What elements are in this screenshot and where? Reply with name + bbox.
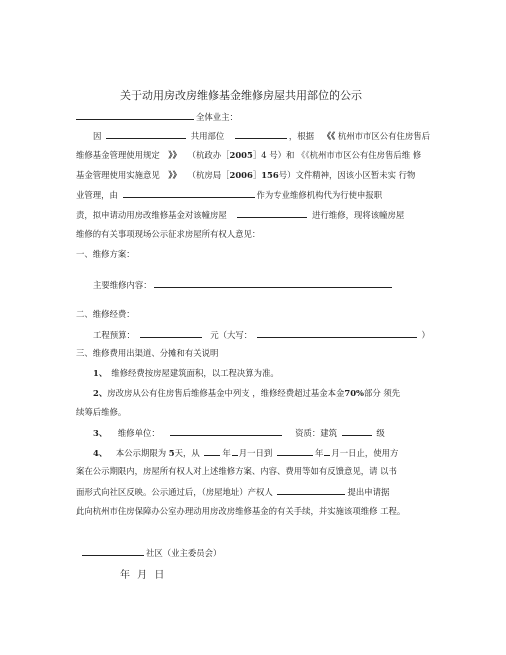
text: ］	[252, 170, 262, 180]
part-blank	[235, 130, 287, 139]
budget-amount-blank	[140, 329, 202, 338]
text: 5	[168, 448, 175, 458]
text: 部分 须先	[364, 388, 401, 398]
text: 杭州市市区公有住房售后	[337, 131, 431, 141]
owners-blank	[76, 111, 194, 120]
text: 共用部位	[190, 131, 225, 141]
text: 天，从	[174, 448, 200, 458]
item-4	[93, 447, 398, 459]
text: 2006	[229, 170, 253, 180]
text: 4、	[93, 448, 108, 458]
paragraph-line-6: 维修的有关事项现场公示征求房屋所有权人意见：	[76, 229, 261, 239]
end-year-blank	[277, 447, 313, 456]
notice-title: 关于动用房改房维修基金维修房屋共用部位的公示	[120, 89, 362, 102]
text: 主要维修内容：	[93, 280, 152, 290]
text: 作为专业维修机构代为行使申报职	[256, 190, 383, 200]
section-2-heading: 二、维修经费：	[76, 309, 135, 319]
text: 维修单位：	[117, 428, 160, 438]
text: 1、	[93, 368, 108, 378]
budget-line	[93, 329, 430, 341]
text: 本公示期限为	[115, 448, 167, 458]
building-blank	[106, 130, 186, 139]
text: 号）文件精神，因该小区暂未实 行物	[278, 170, 416, 180]
paragraph-line-3	[76, 170, 415, 181]
text: 进行维修，现将该幢房屋	[312, 210, 405, 220]
paragraph-line-2	[76, 150, 421, 161]
signature-line	[80, 547, 221, 559]
text: 业管理，由	[76, 190, 118, 200]
paragraph-line-4	[76, 189, 382, 201]
text: （杭政办［	[187, 150, 230, 160]
text: ］4 号）和	[252, 150, 295, 160]
start-year-blank	[204, 447, 220, 456]
text: ）	[421, 330, 430, 340]
text: （杭房局［	[187, 170, 230, 180]
grade-blank	[342, 427, 372, 436]
text: 资质：建筑	[295, 428, 337, 438]
salutation-line	[76, 111, 238, 123]
text: 维修经费按房屋建筑面积，以工程决算为准。	[111, 368, 279, 378]
budget-words-blank	[257, 329, 417, 338]
text: 房改房从公有住房售后维修基金中列支 ，维修经费超过基金本金	[107, 388, 345, 398]
item-2	[93, 388, 400, 399]
maintenance-content-line	[93, 279, 394, 291]
text: 70%	[344, 388, 364, 398]
text: 156	[261, 170, 279, 180]
text: 面形式向社区反映。公示通过后，（房屋地址）产权人	[76, 487, 273, 497]
text: ，根据	[288, 131, 315, 141]
text: 2、	[93, 388, 108, 398]
text: 3、	[93, 428, 108, 438]
paragraph-line-1	[93, 130, 430, 142]
text: 》》	[168, 170, 181, 180]
community-blank	[82, 547, 144, 556]
agency-blank	[123, 189, 255, 198]
text: 2005	[229, 150, 253, 160]
content-blank	[154, 279, 392, 288]
text: 月一日止，使用方	[331, 448, 399, 458]
end-month-blank	[324, 447, 330, 456]
start-month-blank	[232, 447, 238, 456]
house-blank	[237, 209, 307, 218]
item-2-continued: 续筹后维修。	[76, 407, 127, 417]
item-4-line-3	[76, 486, 389, 498]
text: 责，拟申请动用房改维修基金对该幢房屋	[76, 210, 227, 220]
text: 《《杭州市市区公有住房售后维 修	[297, 150, 422, 160]
item-1	[93, 368, 279, 379]
paragraph-line-5	[76, 209, 404, 221]
text: 提出申请据	[347, 487, 390, 497]
text: 》》	[168, 150, 181, 160]
section-3-heading: 三、维修费用出渠道、分摊和有关说明	[76, 348, 219, 358]
text: 基金管理使用实施意见	[76, 170, 160, 180]
text: 《《	[322, 131, 336, 141]
owner-blank	[277, 486, 345, 495]
text: 年	[314, 448, 324, 458]
item-4-line-4: 此向杭州市住房保障办公室办理动用房改房维修基金的有关手续，并实施该项维修 工程。	[76, 506, 406, 516]
text: 维修基金管理使用规定	[76, 150, 160, 160]
section-1-heading: 一、维修方案：	[76, 249, 135, 259]
salutation-text: 全体业主：	[196, 112, 238, 122]
text: 社区（业主委员会）	[146, 548, 222, 558]
text: 工程预算：	[93, 330, 135, 340]
item-3	[93, 427, 385, 439]
repair-unit-blank	[170, 427, 282, 436]
text: 月一日到	[238, 448, 273, 458]
text: 年	[222, 448, 231, 458]
text: 级	[376, 428, 385, 438]
item-4-line-2: 案在公示期限内，房屋所有权人对上述维修方案、内容、费用等如有反馈意见，请 以书	[76, 466, 397, 476]
text: 元（大写：	[210, 330, 253, 340]
date-line: 年 月 日	[120, 570, 165, 581]
text: 因	[93, 131, 102, 141]
